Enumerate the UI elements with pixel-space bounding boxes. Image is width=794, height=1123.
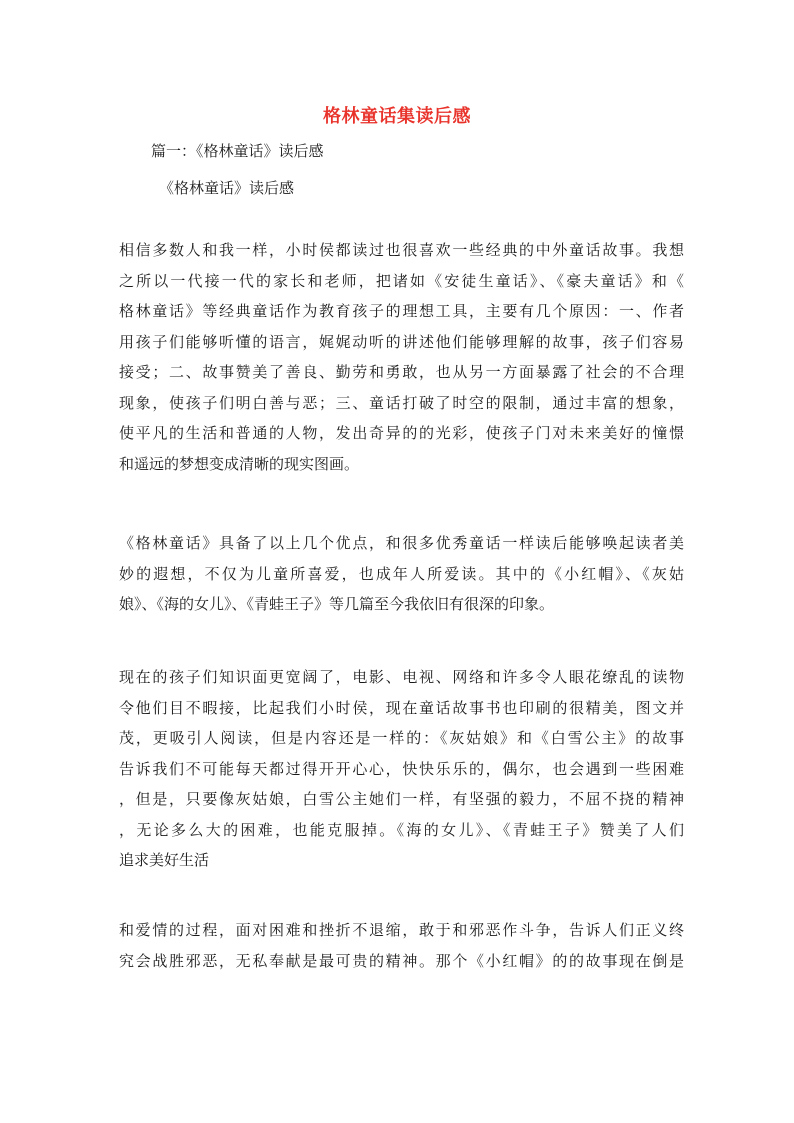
text-line: 追求美好生活 (119, 851, 210, 869)
paragraph-modern-children (119, 662, 684, 876)
text-line: 妙的遐想，不仅为儿童所喜爱，也成年人所爱读。其中的《小红帽》、《灰姑 (119, 564, 684, 583)
text-line: 《格林童话》具备了以上几个优点，和很多优秀童话一样读后能够唤起读者美 (119, 534, 684, 552)
text-line: 究会战胜邪恶，无私奉献是最可贵的精神。那个《小红帽》的的故事现在倒是 (119, 951, 684, 970)
text-line: 和爱情的过程，面对困难和挫折不退缩，敢于和邪恶作斗争，告诉人们正义终 (119, 921, 684, 939)
text-line: 用孩子们能够听懂的语言，娓娓动听的讲述他们能够理解的故事，孩子们容易 (119, 332, 684, 351)
text-line: 和遥远的梦想变成清晰的现实图画。 (119, 454, 360, 473)
document-title: 格林童话集读后感 (323, 106, 471, 127)
paragraph-merits (119, 528, 684, 620)
chapter-heading: 篇一：《格林童话》读后感 (151, 142, 324, 160)
text-line: 令他们目不暇接，比起我们小时侯，现在童话故事书也印刷的很精美，图文并 (119, 698, 684, 717)
paragraph-love-and-courage (119, 915, 684, 976)
text-line: 告诉我们不可能每天都过得开开心心，快快乐乐的，偶尔，也会遇到一些困难 (119, 759, 684, 778)
text-line: 接受；二、故事赞美了善良、勤劳和勇敢，也从另一方面暴露了社会的不合理 (119, 363, 684, 381)
text-line: 之所以一代接一代的家长和老师，把诸如《安徒生童话》、《豪夫童话》和《 (119, 271, 684, 290)
text-line: 使平凡的生活和普通的人物，发出奇异的的光彩，使孩子门对未来美好的憧憬 (119, 424, 684, 442)
text-line: 相信多数人和我一样，小时侯都读过也很喜欢一些经典的中外童话故事。我想 (119, 241, 684, 259)
section-heading: 《格林童话》读后感 (159, 179, 295, 197)
text-line: 茂，更吸引人阅读，但是内容还是一样的：《灰姑娘》和《白雪公主》的故事 (119, 729, 684, 747)
text-line: 格林童话》等经典童话作为教育孩子的理想工具，主要有几个原因：一、作者 (119, 302, 684, 320)
text-line: ，但是，只要像灰姑娘，白雪公主她们一样，有坚强的毅力，不屈不挠的精神 (119, 790, 684, 808)
text-line: 现在的孩子们知识面更宽阔了，电影、电视、网络和许多令人眼花缭乱的读物 (119, 668, 684, 686)
text-line: 现象，使孩子们明白善与恶；三、童话打破了时空的限制，通过丰富的想象， (119, 393, 684, 412)
text-line: ，无论多么大的困难，也能克服掉。《海的女儿》、《青蛙王子》赞美了人们 (119, 820, 684, 839)
text-line: 娘》、《海的女儿》、《青蛙王子》等几篇至今我依旧有很深的印象。 (119, 595, 555, 613)
paragraph-intro (119, 235, 684, 479)
